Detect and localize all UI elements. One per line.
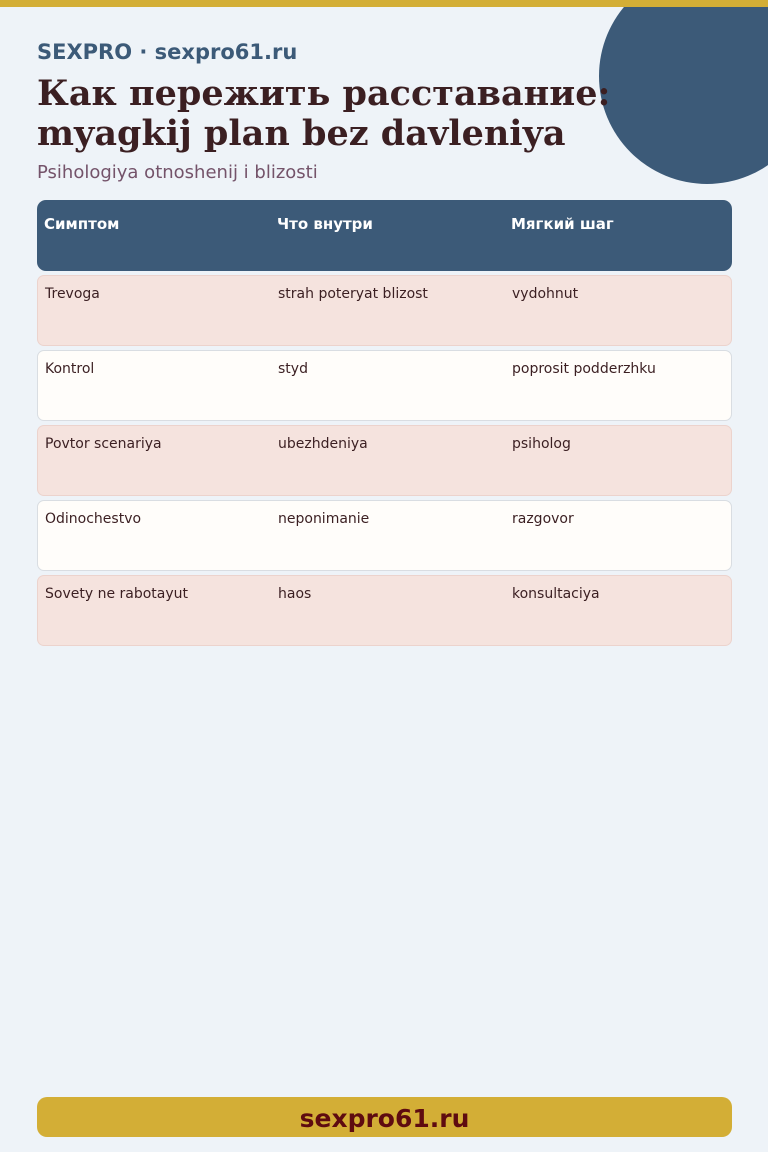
table-row bbox=[37, 500, 732, 571]
cell-symptom: Odinochestvo bbox=[45, 511, 142, 527]
cell-symptom: Sovety ne rabotayut bbox=[45, 586, 189, 602]
cell-inside: styd bbox=[278, 361, 308, 377]
cell-inside: ubezhdeniya bbox=[278, 436, 368, 452]
table-header bbox=[37, 200, 732, 271]
header-soft-step: Мягкий шаг bbox=[511, 215, 614, 233]
page-title: Как пережить расставание: myagkij plan bez davleniya bbox=[37, 73, 611, 154]
cell-inside: strah poteryat blizost bbox=[278, 286, 428, 302]
table-row bbox=[37, 350, 732, 421]
table-row bbox=[37, 575, 732, 646]
cell-soft-step: psiholog bbox=[512, 436, 571, 452]
header-inside: Что внутри bbox=[277, 215, 373, 233]
cell-symptom: Trevoga bbox=[45, 286, 100, 302]
cell-symptom: Kontrol bbox=[45, 361, 95, 377]
header-symptom: Симптом bbox=[44, 215, 120, 233]
brand-line[interactable]: SEXPRO · sexpro61.ru bbox=[37, 40, 298, 64]
table-row bbox=[37, 275, 732, 346]
page-subtitle: Psihologiya otnoshenij i blizosti bbox=[37, 162, 318, 183]
top-accent-bar bbox=[0, 0, 768, 7]
cell-soft-step: poprosit podderzhku bbox=[512, 361, 656, 377]
cell-soft-step: konsultaciya bbox=[512, 586, 600, 602]
cell-inside: neponimanie bbox=[278, 511, 370, 527]
table-row bbox=[37, 425, 732, 496]
footer-site-link[interactable]: sexpro61.ru bbox=[37, 1097, 732, 1137]
symptom-table bbox=[37, 200, 732, 646]
cell-inside: haos bbox=[278, 586, 312, 602]
cell-soft-step: vydohnut bbox=[512, 286, 579, 302]
cell-soft-step: razgovor bbox=[512, 511, 574, 527]
cell-symptom: Povtor scenariya bbox=[45, 436, 162, 452]
